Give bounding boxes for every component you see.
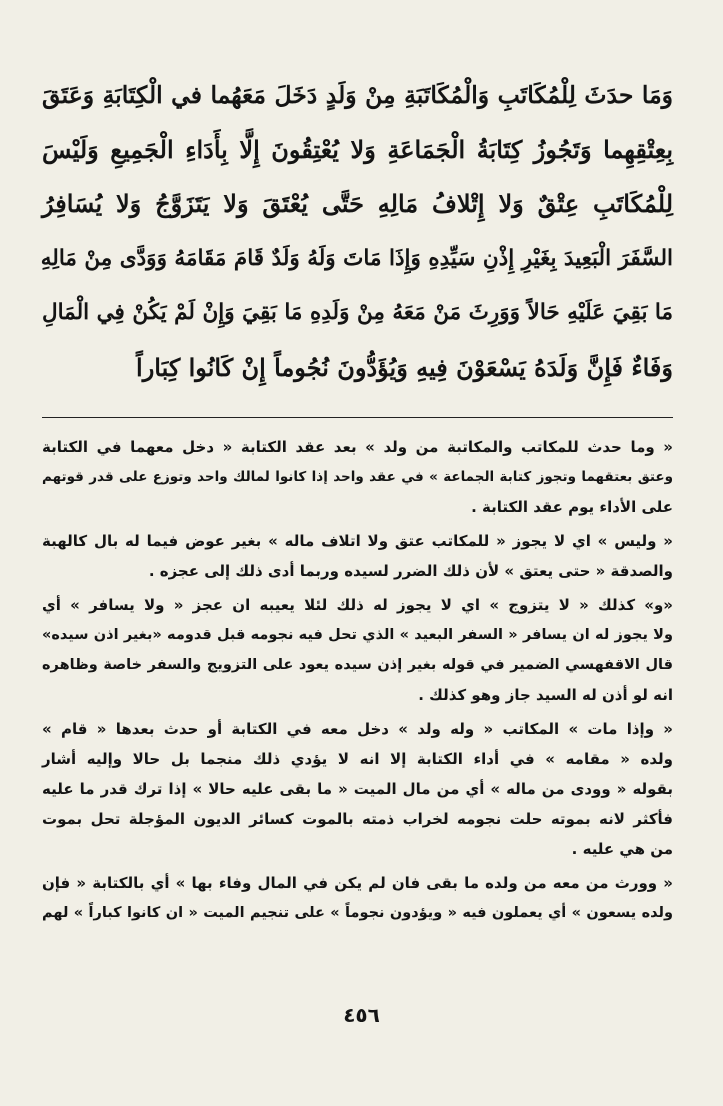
- main-text-line: لِلْمُكَاتَبِ عِتْقٌ وَلا إِتْلافُ مَالِهِ حَتَّى يُعْتَقَ وَلا يَتَزَوَّجُ وَلا يُسَافِرُ: [42, 189, 673, 218]
- commentary: [42, 432, 673, 928]
- commentary-line: بقوله « وودى من ماله » أي من مال الميت « ما بقى عليه حالا » إذا ترك قدر ما عليه: [42, 780, 673, 798]
- main-text-line: مَا بَقِيَ عَلَيْهِ حَالاً وَوَرِثَ مَنْ مَعَهُ مِنْ وَلَدِهِ مَا بَقِيَ وَإِنْ لَمْ يَكُنْ فِي الْمَالِ: [42, 300, 673, 325]
- commentary-line: على الأداء يوم عقد الكتابة .: [471, 498, 673, 516]
- main-text-line: وَفَاءٌ فَإِنَّ وَلَدَهُ يَسْعَوْنَ فِيهِ وَيُؤَدُّونَ نُجُوماً إِنْ كَانُوا كِبَاراً: [136, 352, 673, 382]
- main-text-line: السَّفَرَ الْبَعِيدَ بِغَيْرِ إِذْنِ سَيِّدِهِ وَإِذَا مَاتَ وَلَهُ وَلَدٌ قَامَ مَقَامَهُ وَوَدَّى مِنْ مَالِهِ: [40, 245, 673, 271]
- commentary-line: «و» كذلك « لا يتزوج » اي لا يجوز له ذلك لئلا يعيبه ان عجز « ولا يسافر » أي: [42, 596, 673, 614]
- commentary-line: وعتق بعتقهما وتجوز كتابة الجماعة » في عقد واحد إذا كانوا لمالك واحد وتوزع على قدر قوتهم: [42, 469, 673, 485]
- commentary-paragraph: [42, 590, 673, 710]
- separator-rule: [42, 417, 673, 418]
- commentary-paragraph: [42, 432, 673, 522]
- commentary-line: من هي عليه .: [571, 840, 673, 858]
- commentary-line: « وورث من معه من ولده ما بقى فان لم يكن في المال وفاء بها » أي بالكتابة « فإن: [42, 874, 673, 892]
- commentary-paragraph: [42, 526, 673, 586]
- main-text-line: وَمَا حدَثَ لِلْمُكَاتَبِ وَالْمُكَاتَبَةِ مِنْ وَلَدٍ دَخَلَ مَعَهُما في الْكِتَابَةِ وَعَتَقَ: [42, 81, 673, 109]
- commentary-line: والصدقة « حتى يعتق » لأن ذلك الضرر لسيده وربما أدى ذلك إلى عجزه .: [148, 562, 673, 580]
- commentary-line: ولده « مقامه » في أداء الكتابة إلا انه لا يؤدي ذلك منجما بل حالا وإليه أشار: [42, 750, 673, 768]
- commentary-line: « وإذا مات » المكاتب « وله ولد » دخل معه في الكتابة أو حدث بعدها « قام »: [42, 720, 673, 738]
- commentary-line: ولا يجوز له ان يسافر « السفر البعيد » الذي تحل فيه نجومه قبل قدومه «بغير اذن سيده»: [42, 627, 673, 643]
- main-text-line: بِعِتْقِهِما وَتَجُوزُ كِتَابَةُ الْجَمَاعَةِ وَلا يُعْتِقُونَ إِلَّا بِأَدَاءِ الْجَمِيعِ وَلَيْسَ: [42, 134, 674, 164]
- commentary-line: انه لو أذن له السيد جاز وهو كذلك .: [418, 686, 673, 704]
- commentary-line: قال الاقفهسي الضمير في قوله بغير إذن سيده يعود على التزويج والسفر خاصة وظاهره: [42, 657, 673, 673]
- commentary-paragraph: [42, 868, 673, 928]
- commentary-line: فأكثر لانه بموته حلت نجومه لخراب ذمته بالموت كسائر الديون المؤجلة تحل بموت: [42, 810, 673, 828]
- commentary-paragraph: [42, 714, 673, 864]
- commentary-line: « وليس » اي لا يجوز « للمكاتب عتق ولا اتلاف ماله » بغير عوض فيما له بال كالهبة: [42, 532, 673, 550]
- commentary-line: « وما حدث للمكاتب والمكاتبة من ولد » بعد عقد الكتابة « دخل معهما في الكتابة: [42, 438, 673, 456]
- main-text: [42, 68, 673, 395]
- commentary-line: ولده يسعون » أي يعملون فيه « ويؤدون نجوماً » على تنجيم الميت « ان كانوا كباراً » لهم: [42, 905, 673, 921]
- page-number: ٤٥٦: [343, 1003, 380, 1027]
